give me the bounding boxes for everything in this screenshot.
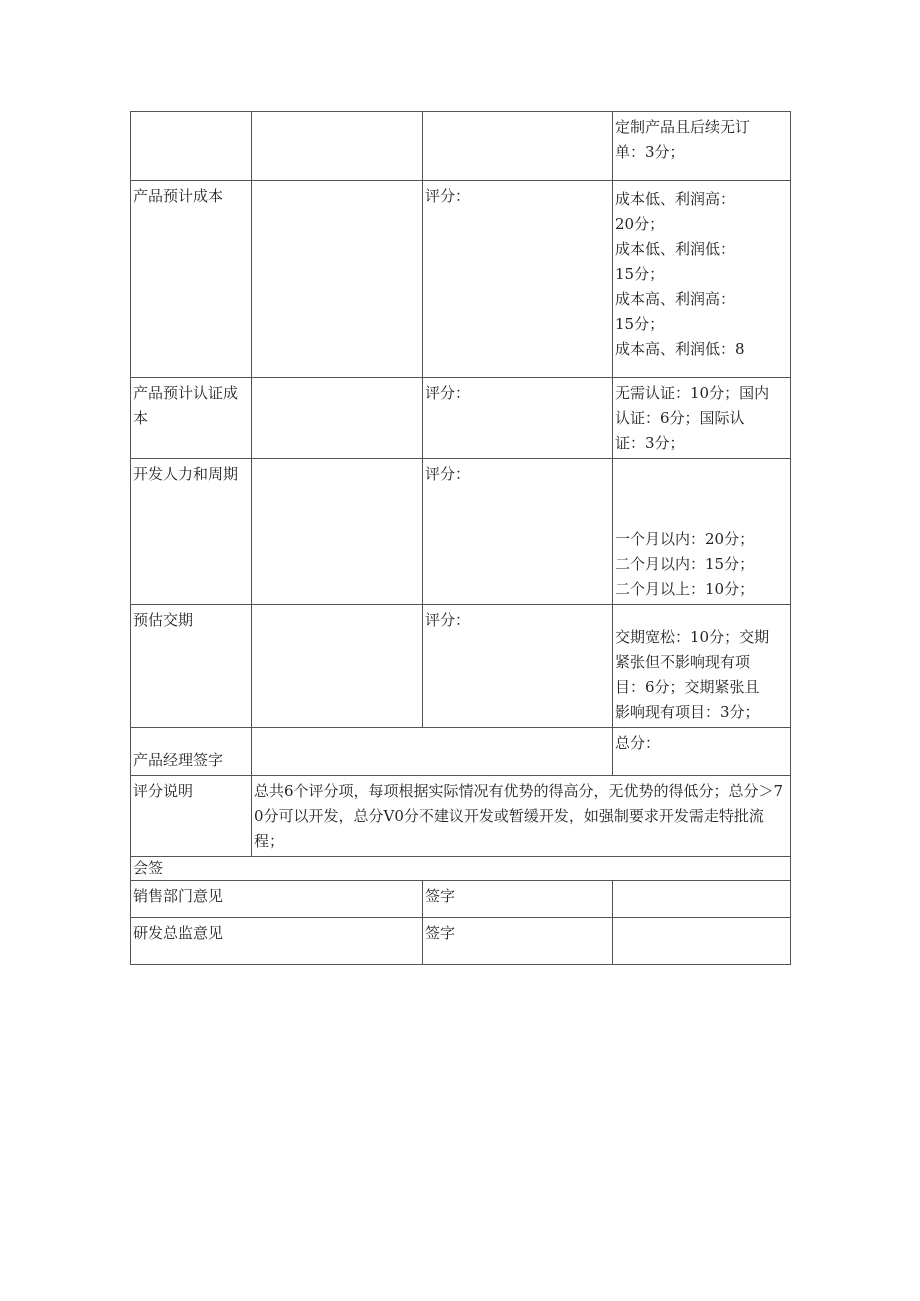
- input-cell[interactable]: [252, 378, 423, 459]
- rd-sign-field[interactable]: [613, 918, 791, 965]
- criteria-line: 二个月以内：15分；: [615, 555, 755, 573]
- input-cell[interactable]: [252, 112, 423, 181]
- score-cell[interactable]: [423, 181, 613, 378]
- input-cell[interactable]: [252, 605, 423, 728]
- criteria-line: 成本高、利润高：: [615, 290, 736, 308]
- score-label: 评分：: [425, 611, 471, 629]
- table-row: [131, 605, 791, 728]
- row-label: 产品预计成本: [131, 181, 252, 378]
- countersign-header: 会签: [131, 857, 791, 881]
- criteria-line: 二个月以上：10分；: [615, 580, 755, 598]
- row-label: 预估交期: [131, 605, 252, 728]
- row-label: [131, 112, 252, 181]
- table-row: [131, 881, 791, 918]
- score-cell[interactable]: [423, 459, 613, 605]
- criteria-line: 一个月以内：20分；: [615, 530, 755, 548]
- score-label: 评分：: [425, 465, 471, 483]
- table-row: [131, 918, 791, 965]
- score-label: 评分：: [425, 384, 471, 402]
- criteria-line: 20分；: [615, 215, 665, 233]
- criteria-cell: [613, 378, 791, 459]
- criteria-cell: [613, 181, 791, 378]
- criteria-line: 影响现有项目：3分；: [615, 703, 760, 721]
- pm-sign-field[interactable]: [252, 728, 613, 776]
- input-cell[interactable]: [252, 459, 423, 605]
- criteria-line: 成本高、利润低：8: [615, 340, 745, 358]
- table-row: [131, 857, 791, 881]
- score-cell[interactable]: [423, 605, 613, 728]
- table-row: [131, 728, 791, 776]
- total-label: 总分：: [615, 734, 661, 752]
- table-row: [131, 112, 791, 181]
- sales-sign-field[interactable]: [613, 881, 791, 918]
- row-label: 产品预计认证成本: [131, 378, 252, 459]
- score-cell[interactable]: [423, 378, 613, 459]
- explanation-text: 总共6个评分项，每项根据实际情况有优势的得高分，无优势的得低分；总分＞70分可以开发，总分V0分不建议开发或暂缓开发，如强制要求开发需走特批流程；: [252, 776, 791, 857]
- rd-opinion-label: 研发总监意见: [131, 918, 423, 965]
- input-cell[interactable]: [252, 181, 423, 378]
- score-label: 评分：: [425, 187, 471, 205]
- criteria-line: 交期宽松：10分；交期: [615, 628, 770, 646]
- total-score-cell[interactable]: [613, 728, 791, 776]
- score-cell[interactable]: [423, 112, 613, 181]
- table-row: [131, 181, 791, 378]
- explanation-label: 评分说明: [131, 776, 252, 857]
- criteria-line: 15分；: [615, 315, 665, 333]
- sales-sign-label: 签字: [423, 881, 613, 918]
- criteria-line: 无需认证：10分；国内: [615, 384, 770, 402]
- criteria-line: 单：3分；: [615, 143, 685, 161]
- criteria-line: 成本低、利润高：: [615, 190, 736, 208]
- criteria-cell: [613, 605, 791, 728]
- criteria-line: 认证：6分；国际认: [615, 409, 745, 427]
- criteria-line: 紧张但不影响现有项: [615, 653, 751, 671]
- pm-sign-label: 产品经理签字: [131, 728, 252, 776]
- table-row: [131, 378, 791, 459]
- table-row: [131, 459, 791, 605]
- criteria-cell: [613, 112, 791, 181]
- row-label: 开发人力和周期: [131, 459, 252, 605]
- sales-opinion-label: 销售部门意见: [131, 881, 423, 918]
- criteria-line: 证：3分；: [615, 434, 685, 452]
- table-row: [131, 776, 791, 857]
- criteria-line: 成本低、利润低：: [615, 240, 736, 258]
- rd-sign-label: 签字: [423, 918, 613, 965]
- criteria-line: 目：6分；交期紧张且: [615, 678, 760, 696]
- criteria-line: 15分；: [615, 265, 665, 283]
- criteria-line: 定制产品且后续无订: [615, 118, 751, 136]
- criteria-cell: [613, 459, 791, 605]
- evaluation-table: [130, 111, 791, 965]
